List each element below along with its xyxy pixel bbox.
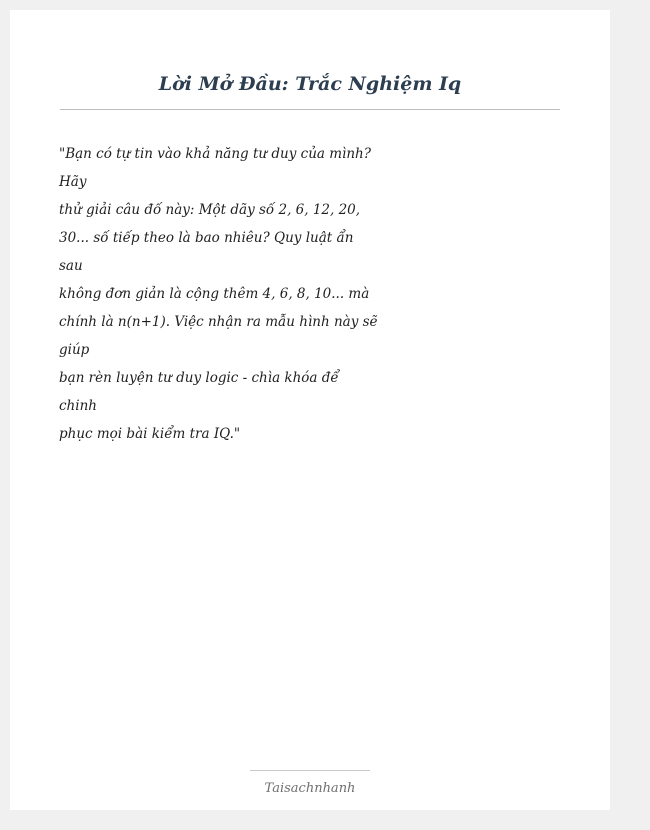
paragraph-line: chính là n(n+1). Việc nhận ra mẫu hình này sẽ [59, 314, 378, 330]
paragraph-line: giúp [59, 342, 90, 358]
paragraph-line: sau [59, 258, 83, 274]
paragraph-line: bạn rèn luyện tư duy logic - chìa khóa để [59, 370, 339, 386]
paragraph-line: Hãy [59, 174, 87, 190]
paragraph-line: chinh [59, 398, 97, 414]
intro-paragraph [59, 140, 378, 448]
document-page [10, 10, 610, 810]
title-divider [60, 109, 560, 110]
paragraph-line: phục mọi bài kiểm tra IQ." [59, 426, 241, 442]
paragraph-line: không đơn giản là cộng thêm 4, 6, 8, 10... mà [59, 286, 370, 302]
footer-divider [250, 770, 370, 771]
footer-brand: Taisachnhanh [264, 781, 356, 796]
paragraph-line: 30... số tiếp theo là bao nhiêu? Quy luật ẩn [59, 230, 354, 246]
page-title: Lời Mở Đầu: Trắc Nghiệm Iq [158, 73, 462, 95]
paragraph-line: "Bạn có tự tin vào khả năng tư duy của mình? [59, 146, 371, 162]
paragraph-line: thử giải câu đố này: Một dãy số 2, 6, 12, 20, [59, 202, 361, 218]
